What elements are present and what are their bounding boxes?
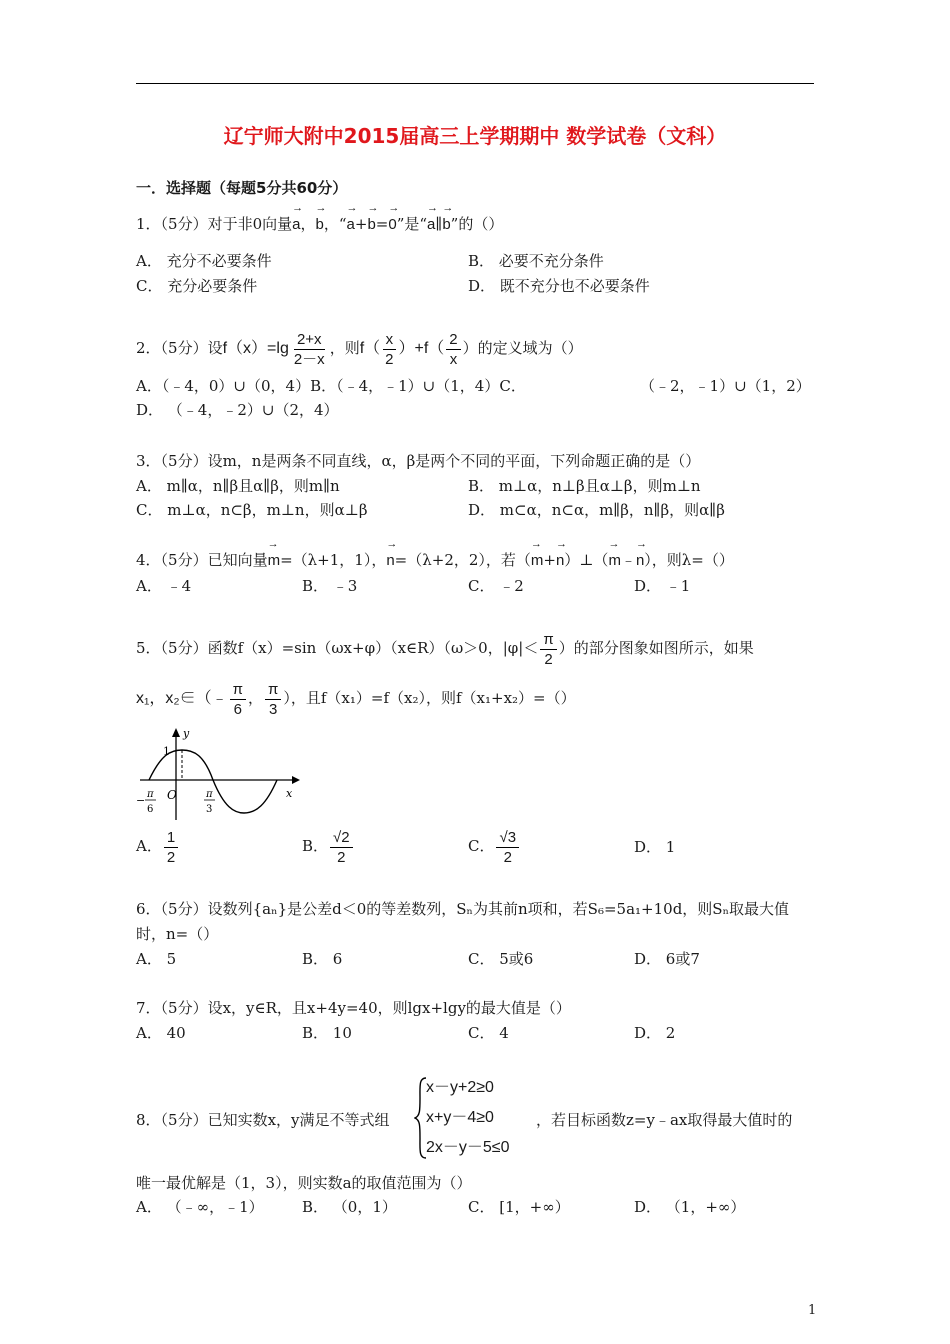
question-4-option-a[interactable]: A． ﹣4 [136,577,192,595]
question-1-option-b[interactable]: B． 必要不充分条件 [468,252,604,270]
question-7-stem: 7．（5分）设x，y∈R，且x+4y=40，则lgx+lgy的最大值是（） [136,999,571,1017]
question-1-option-a[interactable]: A． 充分不必要条件 [136,252,272,270]
question-6-stem-line1: 6．（5分）设数列{aₙ}是公差d＜0的等差数列，Sₙ为其前n项和，若S₆=5a₁+10d，则Sₙ取最大值 [136,900,790,918]
question-8-option-b[interactable]: B． （0，1） [302,1198,397,1216]
graph-neg-sign: − [136,794,146,807]
page-title: 辽宁师大附中2015届高三上学期期中 数学试卷（文科） [223,124,727,148]
question-8-stem-post: ，若目标函数z=y﹣ax取得最大值时的 [536,1111,793,1129]
question-7-option-b[interactable]: B． 10 [302,1024,352,1042]
fraction-pi-2: $\frac{\pi}{2}$ [540,630,556,669]
question-2-stem: 2．（5分）设f（x）=lg $\frac{2+x}{2-x}$ ，则f（ $\frac{x}{2}$ ）+f（ $\frac{2}{x}$ ）的定义域为（） [136,330,583,368]
question-1-option-c[interactable]: C． 充分必要条件 [136,277,258,295]
question-7-option-d[interactable]: D． 2 [634,1024,676,1042]
question-2-option-d[interactable]: D． （﹣4，﹣2）∪（2，4） [136,401,339,419]
graph-six-a: 6 [147,804,154,815]
graph-three-b: 3 [206,804,213,815]
question-2-options-abc[interactable]: A．（﹣4，0）∪（0，4）B．（﹣4，﹣1）∪（1，4）C． [136,377,526,395]
question-8-stem-line2: 唯一最优解是（1，3），则实数a的取值范围为（） [136,1174,472,1192]
question-5-option-d[interactable]: D． 1 [634,838,676,856]
question-6-option-c[interactable]: C． 5或6 [468,950,534,968]
question-8-option-a[interactable]: A． （﹣∞，﹣1） [136,1198,264,1216]
question-5-option-a[interactable]: A． $\frac{1}{2}$ [136,826,180,867]
page-number: 1 [808,1303,817,1318]
question-7-option-c[interactable]: C． 4 [468,1024,509,1042]
question-3-option-d[interactable]: D． m⊂α，n⊂α，m∥β，n∥β，则α∥β [468,501,725,519]
header-rule [136,83,814,84]
x-axis-arrow-icon [292,776,300,784]
inequality-3: 2x－y－5≤0 [426,1139,510,1156]
vector-n: → n [386,551,394,571]
graph-pi-b: π [206,789,213,800]
inequality-1: x－y+2≥0 [426,1079,494,1096]
question-8-option-d[interactable]: D． （1，+∞） [634,1198,746,1216]
graph-pi-a: π [147,789,154,800]
question-3-option-c[interactable]: C． m⊥α，n⊂β，m⊥n，则α⊥β [136,501,368,519]
question-1-option-d[interactable]: D． 既不充分也不必要条件 [468,277,650,295]
question-1-stem: 1．（5分）对于非0向量→ a，→ b，“→ a+→ b=→ 0”是“→ a∥→ b”的（） [136,214,503,235]
sine-graph [134,725,304,825]
sine-curve [149,750,277,813]
y-axis-arrow-icon [172,728,180,737]
question-5-option-c[interactable]: C． $\frac{√3}{2}$ [468,826,521,867]
x-axis-label: x [286,787,293,800]
question-3-option-b[interactable]: B． m⊥α，n⊥β且α⊥β，则m⊥n [468,477,701,495]
vector-m: → m [268,551,281,571]
fraction-x-2: $\frac{x}{2}$ [382,330,396,369]
y-axis-label: y [183,727,190,740]
question-4-option-c[interactable]: C． ﹣2 [468,577,524,595]
question-8-stem-pre: 8．（5分）已知实数x，y满足不等式组 [136,1111,390,1129]
question-4-stem: 4．（5分）已知向量→ m=（λ+1，1），→ n=（λ+2，2），若（→ m+→ n）⊥（→ m﹣→ n），则λ=（） [136,550,734,571]
question-5-stem-line2: x₁，x₂∈（﹣ $\frac{\pi}{6}$ ， $\frac{\pi}{3}$ ），且f（x₁）=f（x₂），则f（x₁+x₂）=（） [136,680,576,718]
section-heading: 一．选择题（每题5分共60分） [136,179,348,197]
question-6-stem-line2: 时，n=（） [136,925,219,943]
question-5-stem-line1: 5．（5分）函数f（x）=sin（ωx+φ）（x∈R）（ω＞0，|φ|＜ $\frac{\pi}{2}$ ）的部分图象如图所示，如果 [136,630,754,668]
question-7-option-a[interactable]: A． 40 [136,1024,186,1042]
graph-tick-one: 1 [163,745,170,758]
question-3-stem: 3．（5分）设m，n是两条不同直线，α，β是两个不同的平面，下列命题正确的是（） [136,452,701,470]
question-4-option-d[interactable]: D． ﹣1 [634,577,691,595]
fraction-2-x: $\frac{2}{x}$ [446,330,460,369]
question-6-option-a[interactable]: A． 5 [136,950,177,968]
vector-a: → a [292,215,300,235]
question-6-option-d[interactable]: D． 6或7 [634,950,700,968]
graph-origin: O [167,788,177,802]
question-5-option-b[interactable]: B． $\frac{√2}{2}$ [302,826,355,867]
inequality-2: x+y－4≥0 [426,1109,494,1126]
vector-b: → b [316,215,324,235]
function-def: f（x）=lg [222,340,289,357]
question-2-option-c[interactable]: （﹣2，﹣1）∪（1，2） [640,377,811,395]
question-6-option-b[interactable]: B． 6 [302,950,343,968]
fraction-2px-2mx: $\frac{2+x}{2-x}$ [293,330,325,368]
question-8-option-c[interactable]: C． [1，+∞） [468,1198,570,1216]
question-3-option-a[interactable]: A． m∥α，n∥β且α∥β，则m∥n [136,477,340,495]
fraction-pi-3: $\frac{\pi}{3}$ [265,680,281,719]
question-4-option-b[interactable]: B． ﹣3 [302,577,358,595]
fraction-pi-6: $\frac{\pi}{6}$ [230,680,246,719]
